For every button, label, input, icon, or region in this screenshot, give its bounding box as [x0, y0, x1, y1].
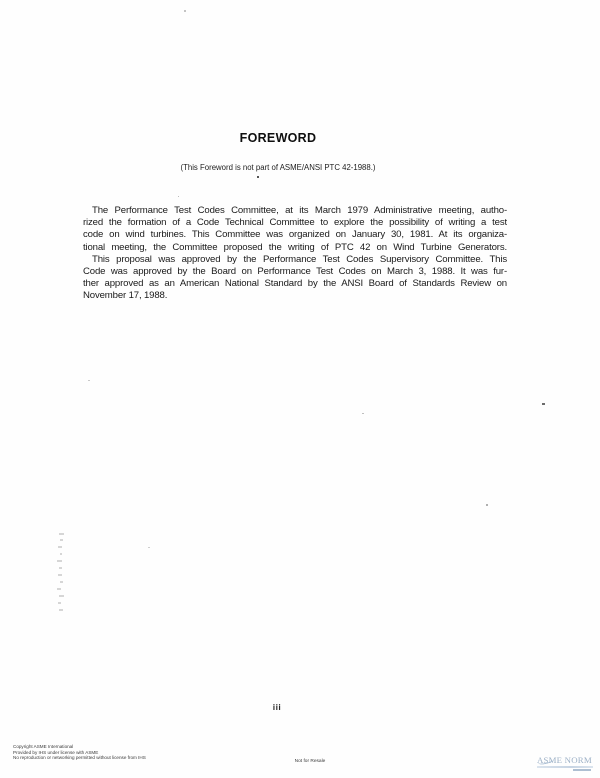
foreword-disclaimer: (This Foreword is not part of ASME/ANSI PTC 42-1988.)	[180, 163, 376, 172]
body-line: November 17, 1988.	[83, 290, 168, 302]
scan-speck	[184, 10, 186, 12]
copyright-line: Copyright ASME International	[13, 744, 74, 749]
scan-speck	[178, 196, 179, 197]
watermark-subtext	[573, 769, 591, 771]
copyright-notice	[13, 744, 146, 761]
not-for-resale-note: Not for Resale	[294, 759, 326, 764]
body-line: Code was approved by the Board on Performance Test Codes on March 3, 1988. It was fur-	[83, 265, 507, 277]
page-number: iii	[272, 702, 282, 712]
scan-speck	[542, 403, 545, 405]
scan-speck	[362, 413, 364, 414]
page-title: FOREWORD	[239, 131, 317, 145]
scan-speck	[148, 547, 150, 548]
scan-speck	[88, 380, 90, 381]
body-line: tional meeting, the Committee proposed the writing of PTC 42 on Wind Turbine Generators.	[83, 241, 507, 253]
copyright-line: Provided by IHS under license with ASME	[13, 749, 99, 755]
scan-speck	[257, 176, 259, 178]
body-line: code on wind turbines. This Committee was organized on January 30, 1981. At its organiza-	[83, 229, 507, 241]
asme-norm-watermark	[537, 755, 599, 771]
body-line: The Performance Test Codes Committee, at its March 1979 Administrative meeting, autho-	[92, 205, 507, 216]
scan-noise-strip	[55, 533, 65, 613]
body-line: This proposal was approved by the Performance Test Codes Supervisory Committee. This	[92, 253, 507, 265]
watermark-text: ASME NORM	[537, 755, 592, 765]
watermark-underline	[537, 766, 593, 768]
body-line: rized the formation of a Code Technical Committee to explore the possibility of writing a test	[83, 217, 507, 229]
body-line: ther approved as an American National Standard by the ANSI Board of Standards Review on	[83, 278, 507, 290]
body-text	[83, 205, 507, 303]
copyright-line: No reproduction or networking permitted without license from IHS	[13, 755, 146, 761]
scan-speck	[486, 504, 488, 506]
